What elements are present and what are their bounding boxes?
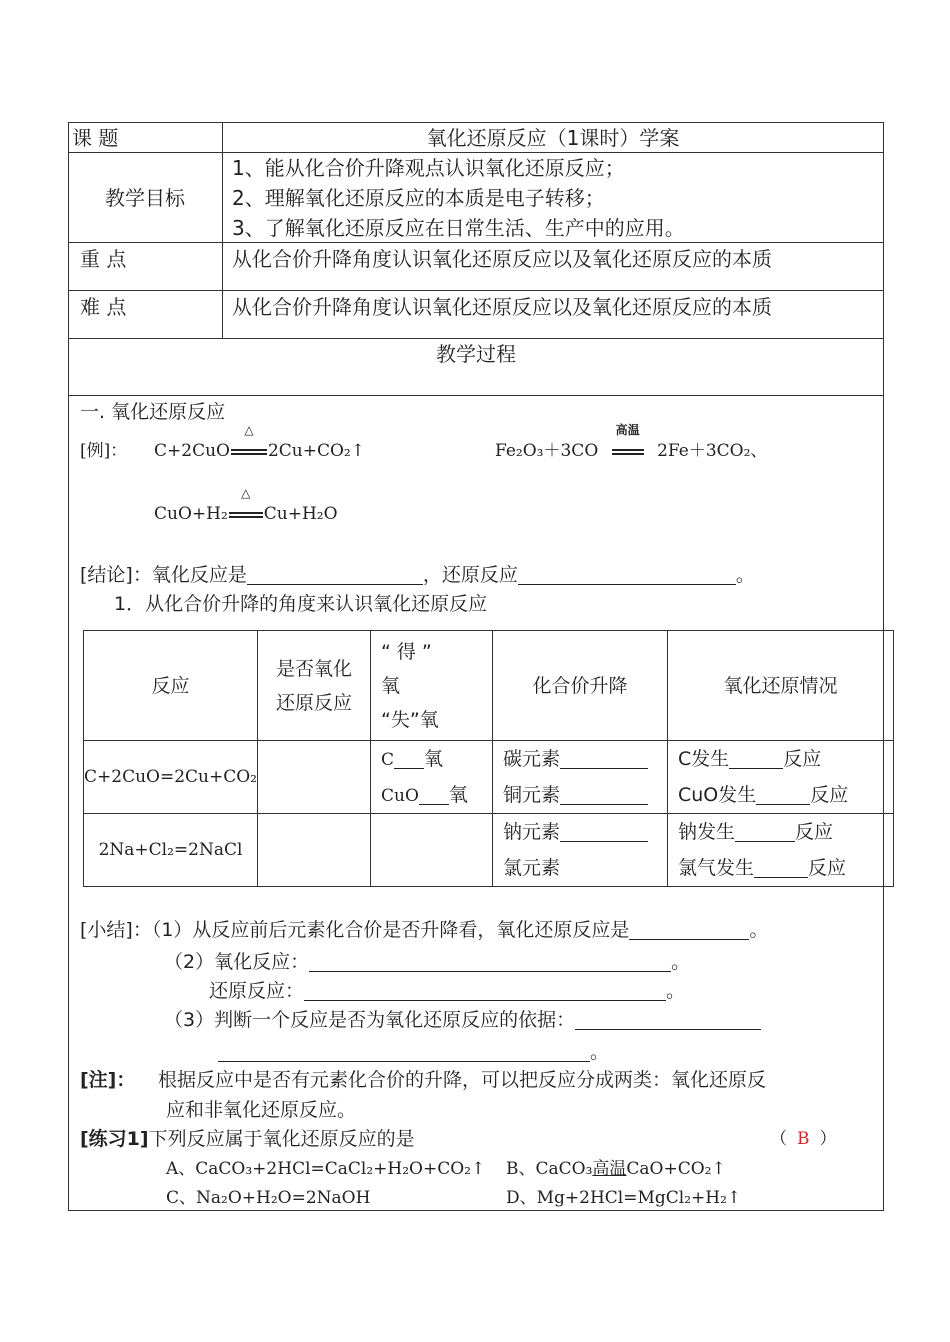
goal-item: 2、理解氧化还原反应的本质是电子转移； bbox=[232, 186, 605, 210]
summary-text: （2）氧化反应： bbox=[164, 951, 310, 973]
high-temp-label: 高温 bbox=[592, 1159, 627, 1179]
cell-text: 反应 bbox=[808, 857, 847, 879]
cell-text: 铜元素 bbox=[502, 784, 560, 806]
eq2-condition bbox=[610, 423, 646, 463]
cell-text: 反应 bbox=[810, 784, 849, 806]
cell-text: 氧 bbox=[424, 748, 444, 770]
summary-line-3 bbox=[209, 977, 685, 1005]
summary-text: 。 bbox=[671, 951, 691, 973]
conclusion-b: ，还原反应 bbox=[422, 564, 518, 586]
summary-line-4 bbox=[164, 1006, 761, 1034]
conclusion-line bbox=[80, 561, 755, 589]
exercise-question-line bbox=[80, 1125, 415, 1153]
topic-label: 课 题 bbox=[72, 126, 119, 150]
eq3-right: Cu+H₂O bbox=[263, 504, 338, 524]
equation-3 bbox=[154, 486, 338, 526]
equals-sign bbox=[612, 449, 644, 455]
cell-text: 氧 bbox=[448, 784, 468, 806]
paren: ） bbox=[819, 1129, 837, 1149]
option-text: CaO+CO₂↑ bbox=[626, 1159, 726, 1179]
answer-blank[interactable] bbox=[754, 855, 808, 878]
heat-symbol: △ bbox=[244, 423, 254, 437]
goal-item: 3、了解氧化还原反应在日常生活、生产中的应用。 bbox=[232, 216, 685, 240]
topic-value: 氧化还原反应（1课时）学案 bbox=[426, 126, 680, 150]
header-line: 还原反应 bbox=[275, 691, 352, 714]
note-label: [注]： bbox=[80, 1069, 136, 1091]
row1-gain-lose-cell bbox=[370, 741, 492, 814]
answer-blank[interactable] bbox=[218, 1039, 590, 1062]
row-divider bbox=[68, 152, 884, 153]
cell-text: 反应 bbox=[783, 748, 822, 770]
difficulty-value: 从化合价升降角度认识氧化还原反应以及氧化还原反应的本质 bbox=[232, 295, 772, 319]
difficulty-label: 难 点 bbox=[80, 295, 127, 319]
answer-choice: B bbox=[797, 1129, 810, 1149]
row2-valence-cell bbox=[492, 814, 667, 887]
cell-text: 碳元素 bbox=[502, 748, 560, 770]
header-line: 氧 bbox=[380, 674, 400, 697]
header-line: “失”氧 bbox=[380, 708, 439, 731]
row2-is-redox-cell[interactable] bbox=[257, 814, 370, 887]
exercise-label: [练习1] bbox=[80, 1128, 149, 1150]
summary-text: （3）判断一个反应是否为氧化还原反应的依据： bbox=[164, 1009, 576, 1031]
row2-situation-cell bbox=[667, 814, 893, 887]
cell-text: C bbox=[380, 750, 394, 770]
cell-text: 氯元素 bbox=[502, 857, 560, 879]
summary-text: 。 bbox=[666, 980, 686, 1002]
option-c[interactable]: C、Na₂O+H₂O=2NaOH bbox=[166, 1188, 371, 1208]
conclusion-end: 。 bbox=[735, 564, 755, 586]
answer-blank[interactable] bbox=[575, 1007, 761, 1030]
header-line: “ 得 ” bbox=[380, 640, 432, 663]
header-reaction: 反应 bbox=[84, 631, 258, 741]
goal-item: 1、能从化合价升降观点认识氧化还原反应； bbox=[232, 156, 625, 180]
answer-blank[interactable] bbox=[729, 746, 783, 769]
equation-1 bbox=[154, 423, 365, 463]
row1-valence-cell bbox=[492, 741, 667, 814]
cell-text: 钠元素 bbox=[502, 821, 560, 843]
cell-text: 氯气发生 bbox=[677, 857, 754, 879]
valence-table bbox=[83, 630, 894, 887]
row-divider bbox=[68, 395, 884, 396]
option-b[interactable] bbox=[506, 1157, 726, 1181]
cell-text: 反应 bbox=[795, 821, 834, 843]
header-is-redox bbox=[257, 631, 370, 741]
row1-is-redox-cell[interactable] bbox=[257, 741, 370, 814]
equals-sign bbox=[231, 449, 267, 455]
cell-text: CuO发生 bbox=[677, 784, 757, 806]
goals-label: 教学目标 bbox=[105, 186, 185, 210]
summary-text: 。 bbox=[590, 1041, 610, 1063]
answer-blank[interactable] bbox=[247, 562, 423, 585]
note-text: 应和非氧化还原反应。 bbox=[166, 1099, 357, 1121]
row2-gain-lose-cell[interactable] bbox=[370, 814, 492, 887]
eq2-left: Fe₂O₃＋3CO bbox=[495, 441, 599, 461]
option-text: B、CaCO₃ bbox=[506, 1159, 593, 1179]
process-title: 教学过程 bbox=[436, 342, 516, 366]
answer-blank[interactable] bbox=[560, 746, 648, 769]
subsection-title: 1．从化合价升降的角度来认识氧化还原反应 bbox=[114, 593, 488, 615]
answer-blank[interactable] bbox=[518, 562, 736, 585]
high-temp-label: 高温 bbox=[615, 423, 640, 437]
conclusion-a: [结论]：氧化反应是 bbox=[80, 564, 247, 586]
row-divider bbox=[68, 290, 884, 291]
row-divider bbox=[68, 242, 884, 243]
eq1-left: C+2CuO bbox=[154, 441, 230, 461]
cell-text: C发生 bbox=[677, 748, 730, 770]
answer-blank[interactable] bbox=[309, 949, 671, 972]
equation-2 bbox=[495, 423, 768, 463]
answer-blank[interactable] bbox=[735, 819, 795, 842]
column-divider bbox=[222, 122, 223, 338]
row1-reaction: C+2CuO=2Cu+CO₂ bbox=[84, 741, 258, 814]
exercise-question: 下列反应属于氧化还原反应的是 bbox=[148, 1128, 415, 1150]
answer-blank[interactable] bbox=[629, 917, 749, 940]
example-label: [例]： bbox=[80, 441, 128, 461]
equals-sign bbox=[229, 512, 263, 518]
answer-blank[interactable] bbox=[419, 782, 449, 805]
answer-blank[interactable] bbox=[756, 782, 810, 805]
header-line: 是否氧化 bbox=[275, 657, 352, 680]
eq1-condition bbox=[230, 423, 268, 463]
cell-text: 钠发生 bbox=[677, 821, 735, 843]
summary-text: [小结]：（1）从反应前后元素化合价是否升降看，氧化还原反应是 bbox=[80, 919, 630, 941]
eq3-left: CuO+H₂ bbox=[154, 504, 228, 524]
eq3-condition bbox=[228, 486, 264, 526]
cell-text: CuO bbox=[380, 786, 419, 806]
summary-text: 。 bbox=[749, 919, 769, 941]
eq1-right: 2Cu+CO₂↑ bbox=[267, 441, 365, 461]
summary-line-5 bbox=[218, 1038, 609, 1066]
key-label: 重 点 bbox=[80, 247, 127, 271]
summary-line-2 bbox=[164, 948, 690, 976]
answer-blank[interactable] bbox=[560, 782, 648, 805]
header-valence: 化合价升降 bbox=[492, 631, 667, 741]
answer-blank[interactable] bbox=[394, 746, 424, 769]
summary-line-1 bbox=[80, 916, 768, 944]
header-gain-lose-oxygen bbox=[370, 631, 492, 741]
key-value: 从化合价升降角度认识氧化还原反应以及氧化还原反应的本质 bbox=[232, 247, 772, 271]
eq2-right: 2Fe＋3CO₂、 bbox=[657, 441, 768, 461]
paren: （ bbox=[770, 1129, 787, 1149]
row1-situation-cell bbox=[667, 741, 893, 814]
row2-reaction: 2Na+Cl₂=2NaCl bbox=[84, 814, 258, 887]
heat-symbol: △ bbox=[241, 486, 251, 500]
option-d[interactable]: D、Mg+2HCl=MgCl₂+H₂↑ bbox=[506, 1188, 742, 1208]
answer-blank[interactable] bbox=[304, 978, 666, 1001]
section-title: 一. 氧化还原反应 bbox=[80, 401, 226, 423]
header-situation: 氧化还原情况 bbox=[667, 631, 893, 741]
note-text: 根据反应中是否有元素化合价的升降，可以把反应分成两类：氧化还原反 bbox=[158, 1069, 767, 1091]
answer-slot bbox=[770, 1127, 837, 1151]
option-a[interactable]: A、CaCO₃+2HCl=CaCl₂+H₂O+CO₂↑ bbox=[166, 1159, 486, 1179]
summary-text: 还原反应： bbox=[209, 980, 305, 1002]
answer-blank[interactable] bbox=[560, 819, 648, 842]
row-divider bbox=[68, 338, 884, 339]
